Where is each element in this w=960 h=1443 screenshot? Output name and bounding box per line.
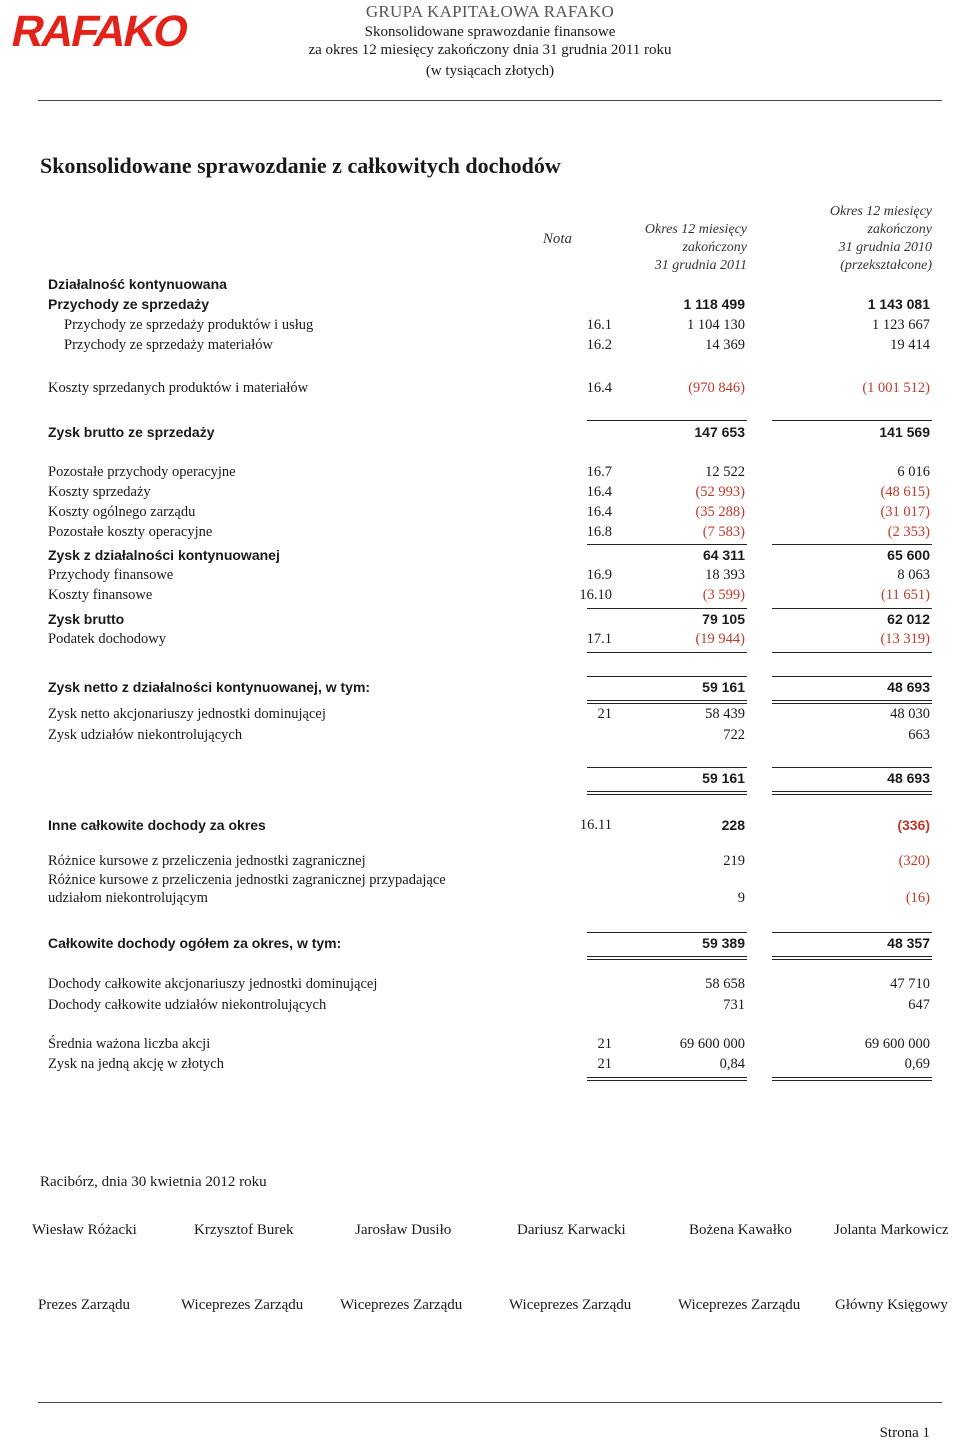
signatory-name: Jarosław Dusiło (355, 1222, 452, 1238)
table-row: Koszty finansowe 16.10 (3 599) (11 651) (48, 587, 930, 603)
table-row: Zysk netto akcjonariuszy jednostki dominującej 21 58 439 48 030 (48, 706, 930, 722)
table-row: Pozostałe koszty operacyjne 16.8 (7 583) (2 353) (48, 524, 930, 540)
table-row: Przychody finansowe 16.9 18 393 8 063 (48, 567, 930, 583)
table-row: Średnia ważona liczba akcji 21 69 600 000 69 600 000 (48, 1036, 930, 1052)
svg-text:RAFAKO: RAFAKO (7, 7, 192, 56)
table-row: Zysk brutto ze sprzedaży 147 653 141 569 (48, 424, 930, 440)
table-row: 59 161 48 693 (702, 770, 930, 786)
signatory-role: Wiceprezes Zarządu (181, 1297, 304, 1313)
table-row: Dochody całkowite akcjonariuszy jednostki dominującej 58 658 47 710 (48, 976, 930, 992)
table-row: Przychody ze sprzedaży 1 118 499 1 143 081 (48, 296, 930, 312)
table-row: Przychody ze sprzedaży produktów i usług 16.1 1 104 130 1 123 667 (64, 317, 930, 333)
report-period: za okres 12 miesięcy zakończony dnia 31 grudnia 2011 roku (308, 42, 672, 58)
table-row: Koszty sprzedanych produktów i materiałów 16.4 (970 846) (1 001 512) (48, 380, 930, 396)
signatory-name: Jolanta Markowicz (834, 1222, 949, 1238)
signatory-role: Wiceprezes Zarządu (509, 1297, 632, 1313)
signatory-role: Główny Księgowy (835, 1297, 948, 1313)
document-name: Skonsolidowane sprawozdanie finansowe (364, 24, 616, 40)
table-row: udziałom niekontrolującym 9 (16) (48, 890, 930, 906)
header-divider (38, 100, 942, 101)
signatory-role: Prezes Zarządu (38, 1297, 131, 1313)
footer-divider (38, 1402, 942, 1403)
table-row: Przychody ze sprzedaży materiałów 16.2 14 369 19 414 (64, 337, 930, 353)
units-note: (w tysiącach złotych) (425, 63, 555, 79)
signatory-name: Wiesław Różacki (32, 1222, 137, 1238)
table-row: Działalność kontynuowana (48, 276, 227, 292)
table-row: Różnice kursowe z przeliczenia jednostki zagranicznej 219 (320) (48, 853, 930, 869)
table-row: Zysk na jedną akcję w złotych 21 0,84 0,69 (48, 1056, 930, 1072)
table-row: Koszty sprzedaży 16.4 (52 993) (48 615) (48, 484, 930, 500)
table-row: Zysk udziałów niekontrolujących 722 663 (48, 727, 930, 743)
signatory-name: Bożena Kawałko (689, 1222, 792, 1238)
table-row: Pozostałe przychody operacyjne 16.7 12 522 6 016 (48, 464, 930, 480)
signatory-role: Wiceprezes Zarządu (678, 1297, 801, 1313)
place-date: Racibórz, dnia 30 kwietnia 2012 roku (40, 1174, 267, 1190)
note-column-header: Nota (542, 231, 572, 247)
column-2011-header: Okres 12 miesięcy zakończony 31 grudnia 2011 (644, 222, 747, 273)
column-2010-header: Okres 12 miesięcy zakończony 31 grudnia 2010 (przekształcone) (829, 204, 932, 273)
page-number: Strona 1 (879, 1425, 930, 1441)
table-row: Zysk z działalności kontynuowanej 64 311 65 600 (48, 547, 930, 563)
table-row: Podatek dochodowy 17.1 (19 944) (13 319) (48, 631, 930, 647)
table-row: Inne całkowite dochody za okres 16.11 228 (336) (48, 817, 930, 833)
company-name: GRUPA KAPITAŁOWA RAFAKO (365, 2, 615, 21)
signatory-name: Krzysztof Burek (194, 1222, 294, 1238)
table-row: Różnice kursowe z przeliczenia jednostki zagranicznej przypadające (48, 872, 446, 888)
table-row: Zysk netto z działalności kontynuowanej, w tym: 59 161 48 693 (48, 679, 930, 695)
signatory-role: Wiceprezes Zarządu (340, 1297, 463, 1313)
rafako-logo (6, 6, 192, 56)
table-row: Zysk brutto 79 105 62 012 (48, 611, 930, 627)
table-row: Całkowite dochody ogółem za okres, w tym: 59 389 48 357 (48, 935, 930, 951)
signatory-name: Dariusz Karwacki (517, 1222, 626, 1238)
table-row: Dochody całkowite udziałów niekontrolujących 731 647 (48, 997, 930, 1013)
table-row: Koszty ogólnego zarządu 16.4 (35 288) (31 017) (48, 504, 930, 520)
page-title: Skonsolidowane sprawozdanie z całkowitych dochodów (40, 153, 561, 178)
